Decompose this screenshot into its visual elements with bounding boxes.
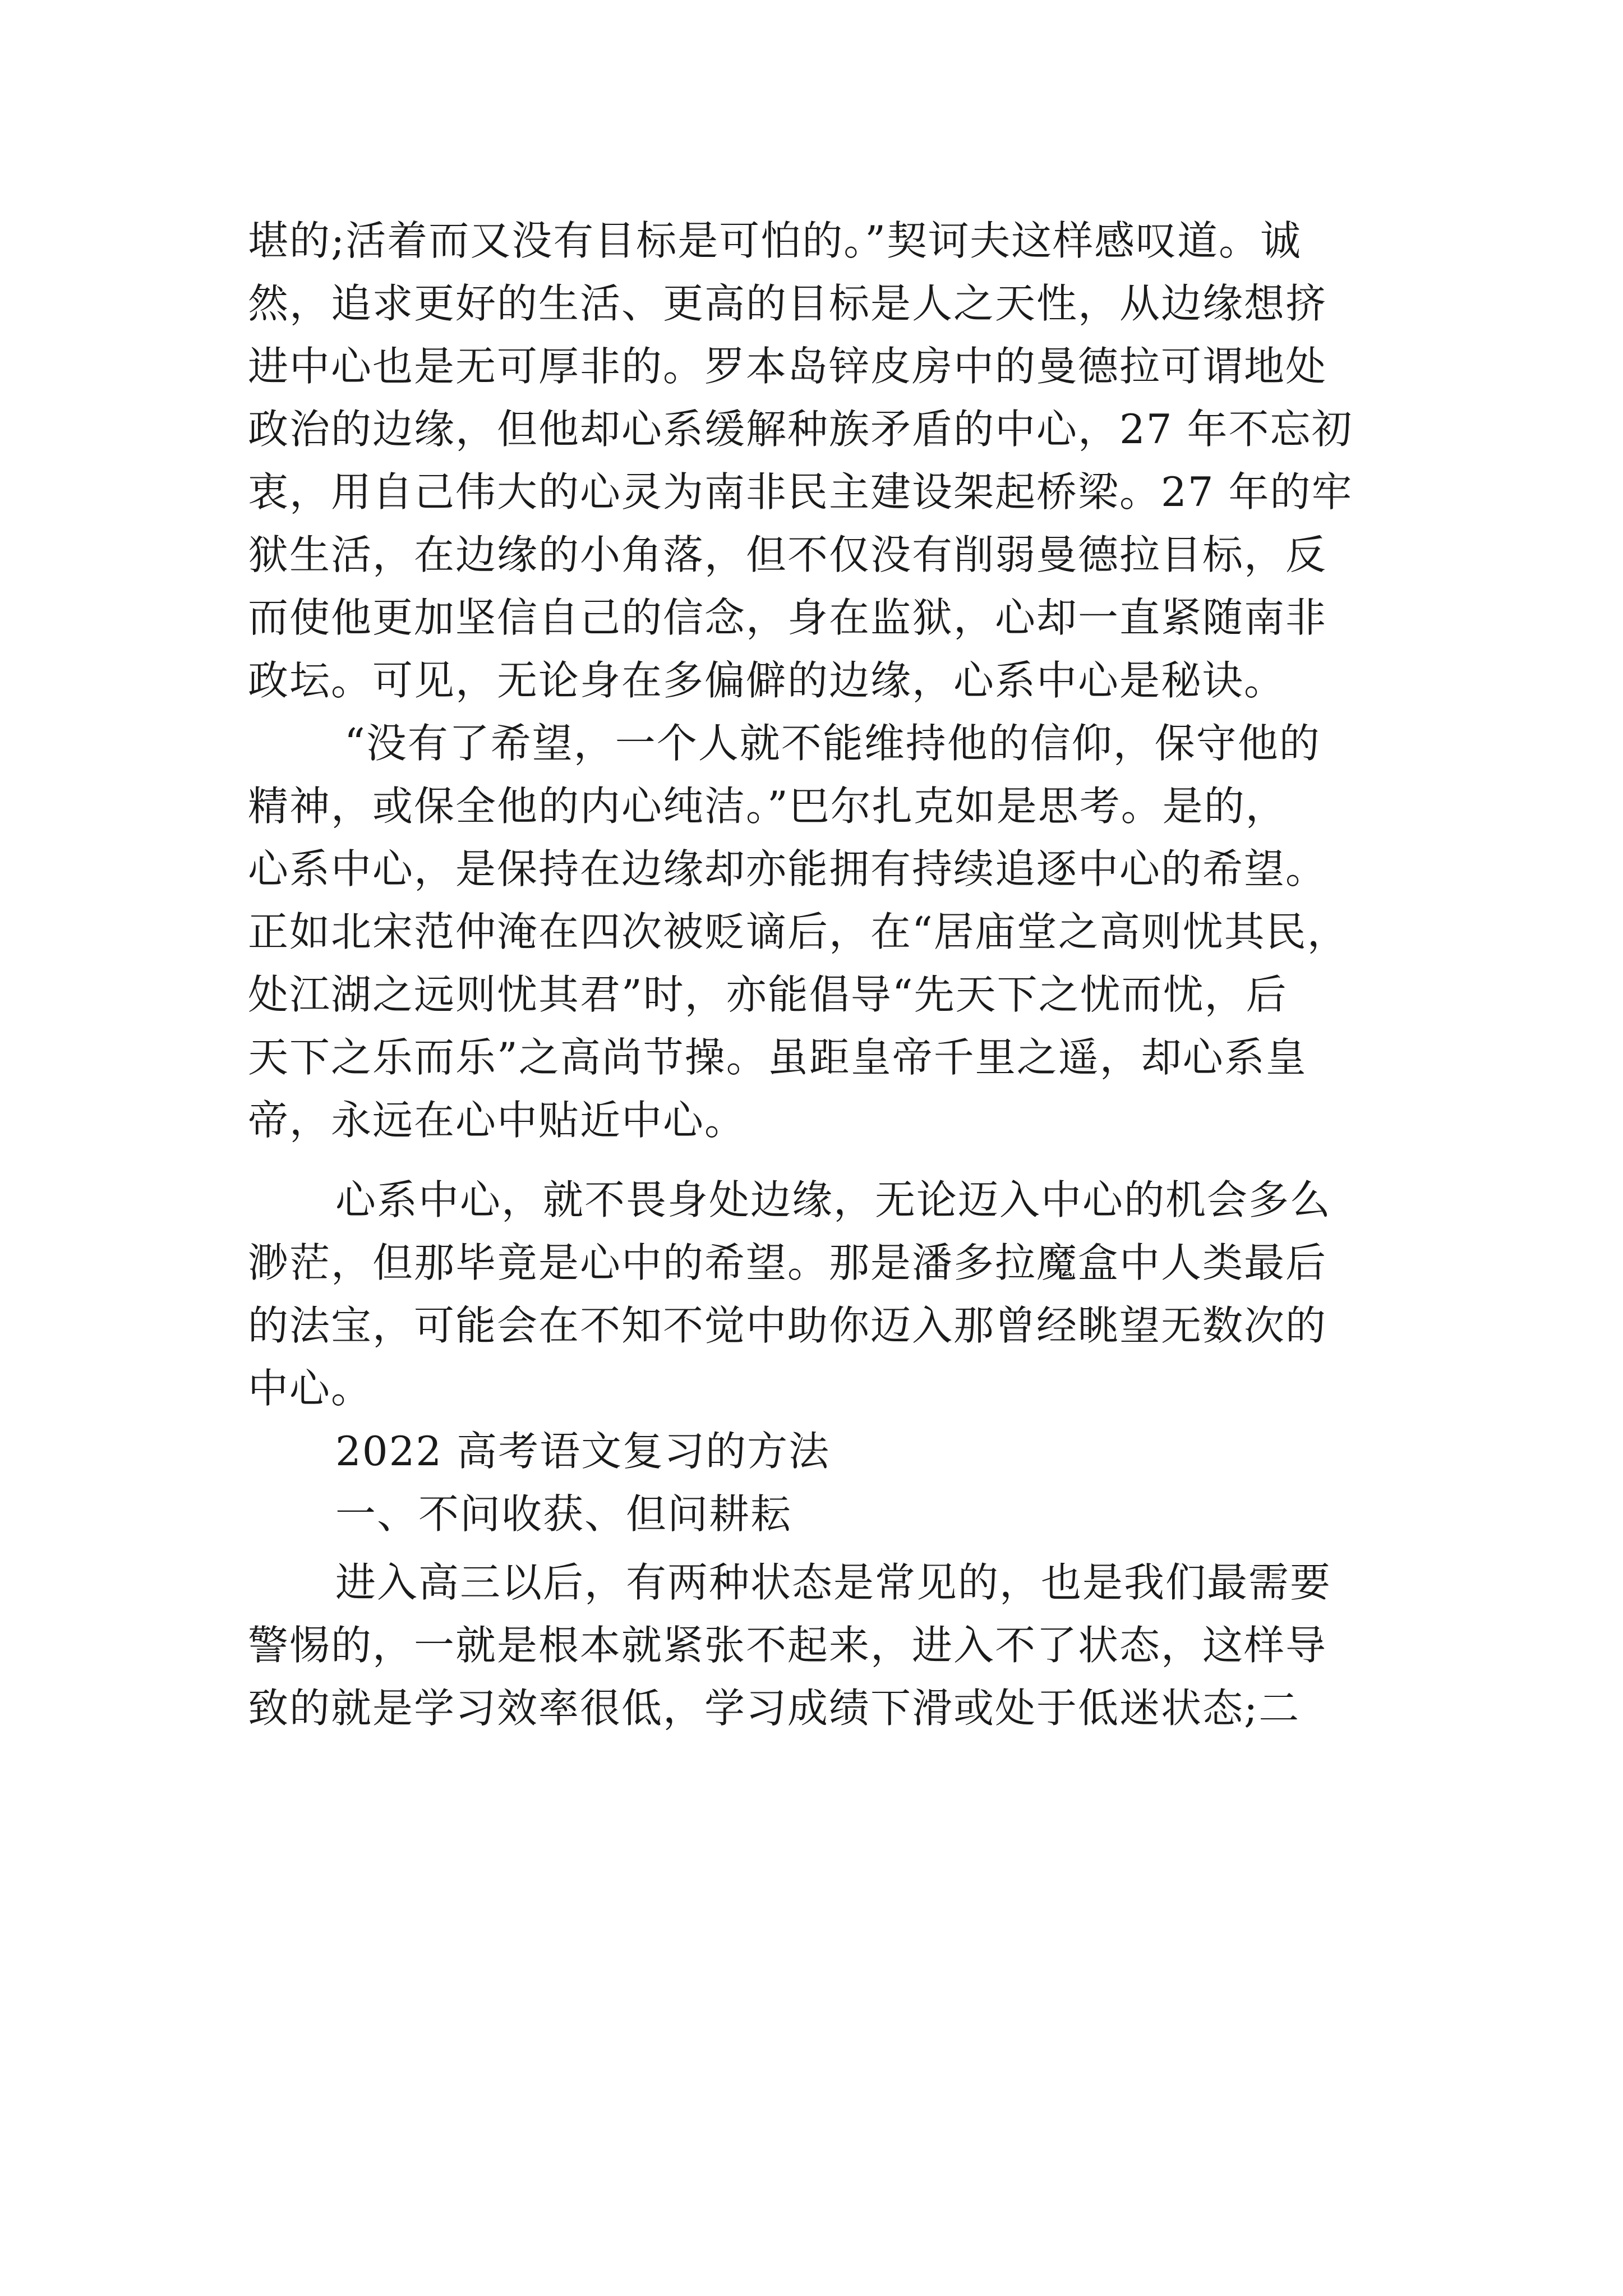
subsection-heading: 一、不问收获、但问耕耘 xyxy=(335,1490,792,1538)
text-line: 心系中心，是保持在边缘却亦能拥有持续追逐中心的希望。 xyxy=(248,845,1327,892)
text-line: 处江湖之远则忧其君”时，亦能倡导“先天下之忧而忧，后 xyxy=(248,971,1288,1018)
text-line: 的法宝，可能会在不知不觉中助你迈入那曾经眺望无数次的 xyxy=(248,1302,1327,1349)
text-line: 政治的边缘，但他却心系缓解种族矛盾的中心，27 年不忘初 xyxy=(248,406,1353,453)
text-line: 而使他更加坚信自己的信念，身在监狱，心却一直紧随南非 xyxy=(248,594,1327,641)
text-line: 堪的;活着而又没有目标是可怕的。”契诃夫这样感叹道。诚 xyxy=(248,217,1302,264)
text-line: 然，追求更好的生活、更高的目标是人之天性，从边缘想挤 xyxy=(248,280,1327,327)
text-line: 帝，永远在心中贴近中心。 xyxy=(248,1097,746,1144)
text-line: “没有了希望，一个人就不能维持他的信仰，保守他的 xyxy=(344,720,1321,767)
section-heading: 2022 高考语文复习的方法 xyxy=(335,1428,831,1475)
text-line: 精神，或保全他的内心纯洁。”巴尔扎克如是思考。是的， xyxy=(248,783,1287,830)
text-line: 致的就是学习效率很低，学习成绩下滑或处于低迷状态;二 xyxy=(248,1685,1301,1732)
text-line: 心系中心，就不畏身处边缘，无论迈入中心的机会多么 xyxy=(335,1176,1332,1223)
text-line: 警惕的，一就是根本就紧张不起来，进入不了状态，这样导 xyxy=(248,1622,1327,1669)
text-line: 狱生活，在边缘的小角落，但不仅没有削弱曼德拉目标，反 xyxy=(248,531,1327,578)
text-line: 渺茫，但那毕竟是心中的希望。那是潘多拉魔盒中人类最后 xyxy=(248,1239,1327,1286)
text-line: 天下之乐而乐”之高尚节操。虽距皇帝千里之遥，却心系皇 xyxy=(248,1034,1307,1081)
text-line: 进入高三以后，有两种状态是常见的，也是我们最需要 xyxy=(335,1559,1332,1606)
text-line: 正如北宋范仲淹在四次被贬谪后，在“居庙堂之高则忧其民， xyxy=(248,908,1349,955)
text-line: 政坛。可见，无论身在多偏僻的边缘，心系中心是秘诀。 xyxy=(248,657,1286,704)
text-line: 进中心也是无可厚非的。罗本岛锌皮房中的曼德拉可谓地处 xyxy=(248,343,1327,390)
text-line: 中心。 xyxy=(248,1365,373,1412)
text-line: 衷，用自己伟大的心灵为南非民主建设架起桥梁。27 年的牢 xyxy=(248,468,1353,516)
